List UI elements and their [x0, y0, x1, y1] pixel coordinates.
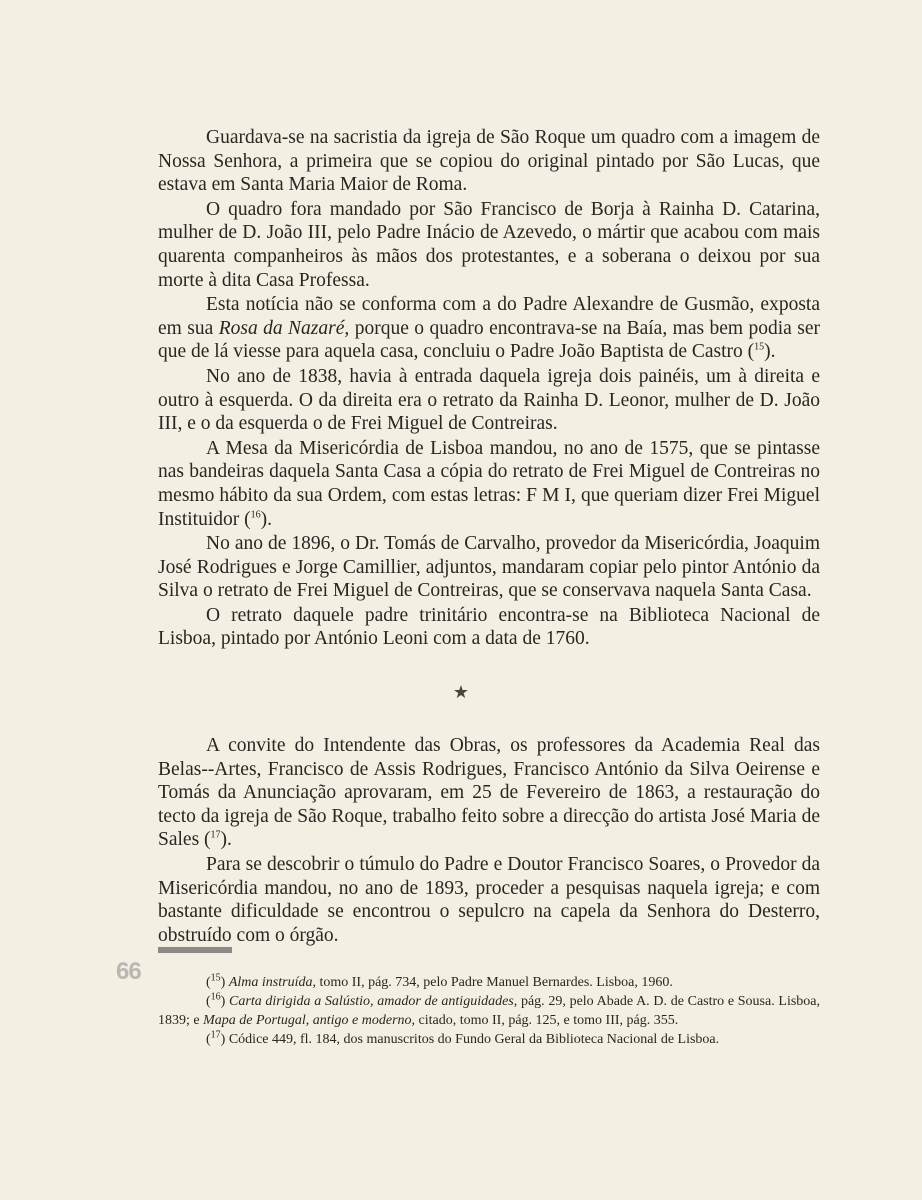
footnote-marker: 15 [210, 972, 221, 984]
second-text-section [158, 734, 820, 948]
paragraph-2: O quadro fora mandado por São Francisco de Borja à Rainha D. Catarina, mulher de D. João III, pelo Padre Inácio de Azevedo, o mártir que acabou com mais quarenta companheiros às mãos dos protestantes, e a soberana o deixou por sua morte à dita Casa Professa. [158, 198, 820, 291]
book-title-rosa-da-nazare: Rosa da Nazaré, [218, 317, 350, 339]
footnote-italic-title: Carta dirigida a Salústio, amador de antiguidades, [229, 994, 518, 1009]
paragraph-4: No ano de 1838, havia à entrada daquela igreja dois painéis, um à direita e outro à esquerda. O da direita era o retrato da Rainha D. Leonor, mulher de D. João III, e o da esquerda o de Frei Miguel de Contreiras. [158, 365, 820, 435]
paragraph-9: Para se descobrir o túmulo do Padre e Doutor Francisco Soares, o Provedor da Misericórdia mandou, no ano de 1893, proceder a pesquisas naquela igreja; e com bastante dificuldade se encontrou o sepulcro na capela da Senhora do Desterro, obstruído com o órgão. [158, 853, 820, 946]
footnote-ref-15[interactable]: 15 [754, 341, 765, 353]
main-text-section [158, 126, 820, 652]
footnote-ref-16[interactable]: 16 [250, 509, 261, 520]
footnote-marker: 17 [210, 1029, 221, 1041]
footnote-text: tomo II, pág. 734, pelo Padre Manuel Bernardes. Lisboa, 1960. [315, 975, 673, 990]
footnote-text: pág. 29, pelo Abade A. D. de Castro e Sousa. Lisboa, 1839; e [158, 994, 821, 1028]
footnote-divider [158, 947, 232, 953]
paragraph-5-text: A Mesa da Misericórdia de Lisboa mandou, no ano de 1575, que se pintasse nas bandeiras daquela Santa Casa a cópia do retrato de Frei Miguel de Contreiras no mesmo hábito da sua Ordem, com estas letras: F M I, que queriam dizer Frei Miguel Instituidor ( [158, 437, 820, 530]
paragraph-8-end: ). [220, 829, 232, 851]
paragraph-3-text-cont: porque o quadro encontrava-se na Baía, mas bem podia ser que de lá viesse para aquela casa, concluiu o Padre João Baptista de Castro ( [158, 317, 820, 363]
section-separator-star: ★ [452, 682, 470, 702]
paragraph-6: No ano de 1896, o Dr. Tomás de Carvalho, provedor da Misericórdia, Joaquim José Rodrigues e Jorge Camillier, adjuntos, mandaram copiar pelo pintor António da Silva o retrato de Frei Miguel de Contreiras, que se conservava naquela Santa Casa. [158, 533, 820, 602]
footnote-text: Códice 449, fl. 184, dos manuscritos do Fundo Geral da Biblioteca Nacional de Lisboa. [228, 1032, 720, 1047]
paragraph-8-text: A convite do Intendente das Obras, os professores da Academia Real das Belas--Artes, Francisco de Assis Rodrigues, Francisco António da Silva Oeirense e Tomás da Anunciação aprovaram, em 25 de Fevereiro de 1863, a restauração do tecto da igreja de São Roque, trabalho feito sobre a direcção do artista José Maria de Sales ( [158, 735, 820, 851]
paragraph-5-end: ). [260, 508, 272, 530]
footnote-italic-title: Alma instruída, [228, 975, 316, 990]
footnote-17: ($^{17}$) Códice 449, fl. 184, dos manuscritos do Fundo Geral da Biblioteca Nacional de Lisboa. [206, 1029, 720, 1047]
footnote-italic-title-2: Mapa de Portugal, antigo e moderno, [203, 1013, 416, 1028]
page-number: 66 [116, 958, 141, 985]
footnote-ref-17[interactable]: 17 [210, 829, 221, 841]
footnote-text-2: citado, tomo II, pág. 125, e tomo III, pág. 355. [415, 1013, 679, 1028]
footnote-marker: 16 [210, 991, 221, 1003]
paragraph-3-text: Esta notícia não se conforma com a do Padre Alexandre de Gusmão, exposta em sua [158, 294, 820, 339]
paragraph-8 [158, 734, 820, 852]
footnotes-section [158, 973, 820, 1049]
paragraph-5 [158, 437, 820, 531]
paragraph-3-end: ). [764, 341, 776, 363]
paragraph-3 [158, 293, 820, 364]
footnote-15: ($^{15}$) Alma instruída, tomo II, pág. 734, pelo Padre Manuel Bernardes. Lisboa, 1960. [206, 972, 673, 990]
paragraph-7: O retrato daquele padre trinitário encontra-se na Biblioteca Nacional de Lisboa, pintado por António Leoni com a data de 1760. [158, 604, 820, 650]
footnote-16: ($^{16}$) Carta dirigida a Salústio, amador de antiguidades, pág. 29, pelo Abade A. D. de Castro e Sousa. Lisboa, 1839; e Mapa de Portugal, antigo e moderno, citado, tomo II, pág. 125, e tomo III, pág. 355. [158, 991, 821, 1028]
paragraph-1: Guardava-se na sacristia da igreja de São Roque um quadro com a imagem de Nossa Senhora, a primeira que se copiou do original pintado por São Lucas, que estava em Santa Maria Maior de Roma. [158, 127, 820, 196]
